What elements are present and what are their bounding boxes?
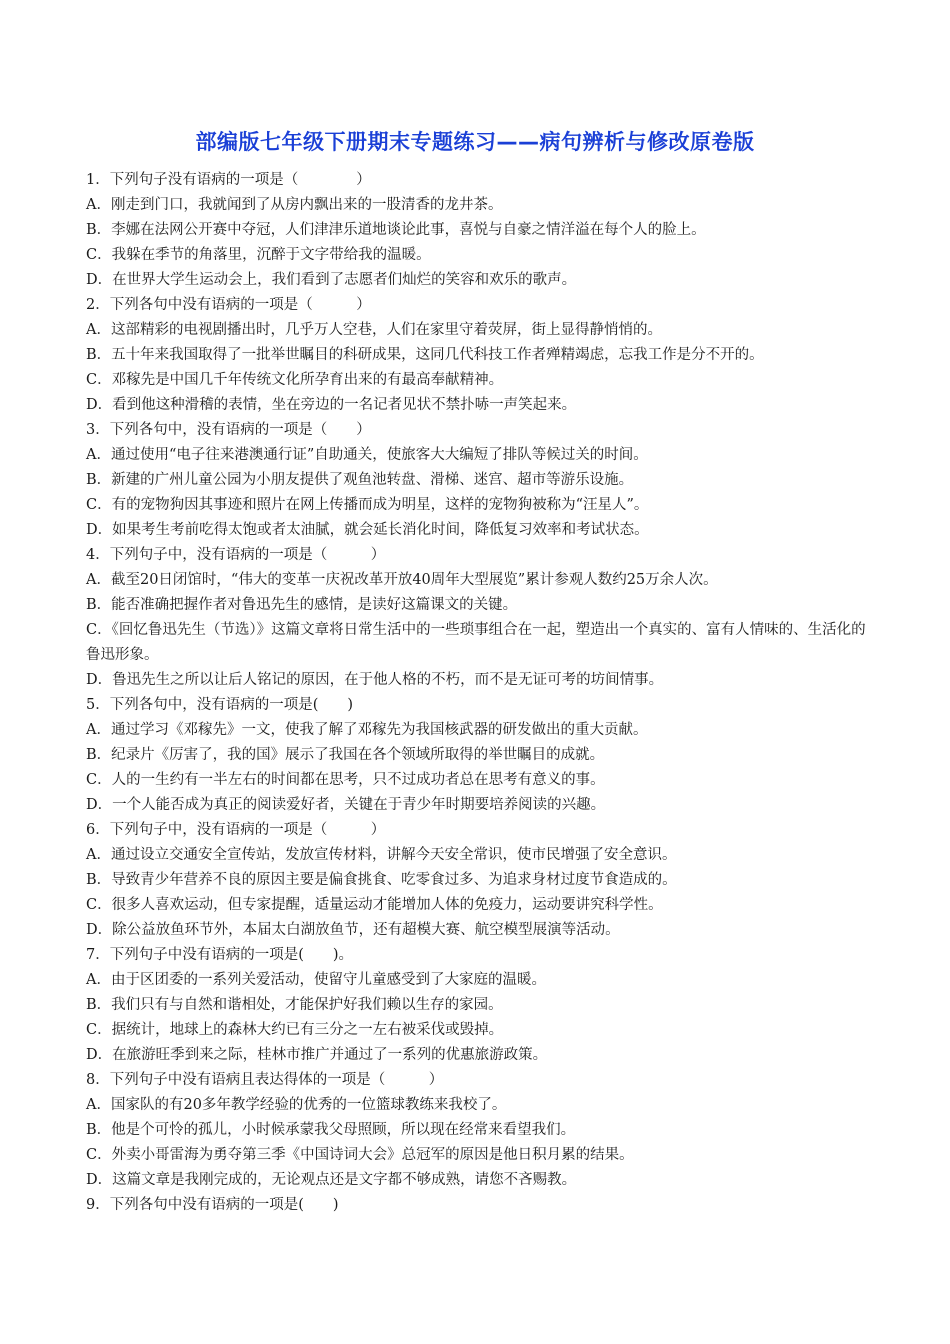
option-d: D．一个人能否成为真正的阅读爱好者，关键在于青少年时期要培养阅读的兴趣。: [86, 797, 606, 813]
option-d: D．除公益放鱼环节外，本届太白湖放鱼节，还有超模大赛、航空模型展演等活动。: [86, 922, 620, 938]
question-8: [86, 1068, 870, 1193]
option-d: D．在旅游旺季到来之际，桂林市推广并通过了一系列的优惠旅游政策。: [86, 1047, 548, 1063]
question-9: [86, 1193, 870, 1218]
option-a: A．通过使用“电子往来港澳通行证”自助通关，使旅客大大编短了排队等候过关的时间。: [86, 447, 648, 463]
option-c: C．人的一生约有一半左右的时间都在思考，只不过成功者总在思考有意义的事。: [86, 772, 605, 788]
option-b: B．导致青少年营养不良的原因主要是偏食挑食、吃零食过多、为追求身材过度节食造成的。: [86, 872, 677, 888]
option-a: A．这部精彩的电视剧播出时，几乎万人空巷，人们在家里守着荧屏，街上显得静悄悄的。: [86, 322, 662, 338]
question-stem: 2．下列各句中没有语病的一项是（ ）: [86, 297, 371, 313]
option-b: B．纪录片《厉害了，我的国》展示了我国在各个领域所取得的举世瞩目的成就。: [86, 747, 605, 763]
question-list: [86, 168, 870, 1218]
option-a: A．刚走到门口，我就闻到了从房内飘出来的一股清香的龙井茶。: [86, 197, 503, 213]
option-c: C．很多人喜欢运动，但专家提醒，适量运动才能增加人体的免疫力，运动要讲究科学性。: [86, 897, 663, 913]
option-b: B．五十年来我国取得了一批举世瞩目的科研成果，这同几代科技工作者殚精竭虑，忘我工作是分不开的。: [86, 347, 764, 363]
option-b: B．李娜在法网公开赛中夺冠，人们津津乐道地谈论此事，喜悦与自豪之情洋溢在每个人的脸上。: [86, 222, 706, 238]
option-d: D．看到他这种滑稽的表情，坐在旁边的一名记者见状不禁扑哧一声笑起来。: [86, 397, 577, 413]
option-a: A．由于区团委的一系列关爱活动，使留守儿童感受到了大家庭的温暖。: [86, 972, 546, 988]
option-b: B．我们只有与自然和谐相处，才能保护好我们赖以生存的家园。: [86, 997, 503, 1013]
option-c: C．有的宠物狗因其事迹和照片在网上传播而成为明星，这样的宠物狗被称为“汪星人”。: [86, 497, 649, 513]
option-c: C．外卖小哥雷海为勇夺第三季《中国诗词大会》总冠军的原因是他日积月累的结果。: [86, 1147, 634, 1163]
option-a: A．通过学习《邓稼先》一文，使我了解了邓稼先为我国核武器的研发做出的重大贡献。: [86, 722, 648, 738]
option-b: B．能否准确把握作者对鲁迅先生的感情，是读好这篇课文的关键。: [86, 597, 518, 613]
question-3: [86, 418, 870, 543]
question-5: [86, 693, 870, 818]
option-d: D．鲁迅先生之所以让后人铭记的原因，在于他人格的不朽，而不是无证可考的坊间情事。: [86, 672, 664, 688]
page-title: 部编版七年级下册期末专题练习——病句辨析与修改原卷版: [195, 130, 755, 154]
question-7: [86, 943, 870, 1068]
option-b: B．他是个可怜的孤儿，小时候承蒙我父母照顾，所以现在经常来看望我们。: [86, 1122, 576, 1138]
option-b: B．新建的广州儿童公园为小朋友提供了观鱼池转盘、滑梯、迷宫、超市等游乐设施。: [86, 472, 634, 488]
option-d: D．如果考生考前吃得太饱或者太油腻，就会延长消化时间，降低复习效率和考试状态。: [86, 522, 649, 538]
option-a: A．通过设立交通安全宣传站，发放宣传材料，讲解今天安全常识，使市民增强了安全意识。: [86, 847, 677, 863]
question-6: [86, 818, 870, 943]
option-a: A．国家队的有20多年教学经验的优秀的一位篮球教练来我校了。: [86, 1097, 507, 1113]
question-stem: 3．下列各句中，没有语病的一项是（ ）: [86, 422, 371, 438]
option-d: D．在世界大学生运动会上，我们看到了志愿者们灿烂的笑容和欢乐的歌声。: [86, 272, 577, 288]
option-c: C．据统计，地球上的森林大约已有三分之一左右被采伐或毁掉。: [86, 1022, 504, 1038]
question-stem: 8．下列句子中没有语病且表达得体的一项是（ ）: [86, 1072, 444, 1088]
question-stem: 6．下列句子中，没有语病的一项是（ ）: [86, 822, 386, 838]
option-c: C．我躲在季节的角落里，沉醉于文字带给我的温暖。: [86, 247, 431, 263]
option-c: C．邓稼先是中国几千年传统文化所孕育出来的有最高奉献精神。: [86, 372, 504, 388]
question-stem: 1．下列句子没有语病的一项是（ ）: [86, 172, 371, 188]
question-stem: 7．下列句子中没有语病的一项是( )。: [86, 947, 354, 963]
question-4: [86, 543, 870, 693]
question-2: [86, 293, 870, 418]
option-d: D．这篇文章是我刚完成的，无论观点还是文字都不够成熟，请您不吝赐教。: [86, 1172, 577, 1188]
option-a: A．截至20日闭馆时，“伟大的变革一庆祝改革开放40周年大型展览”累计参观人数约25万余人次。: [86, 572, 718, 588]
question-stem: 9．下列各句中没有语病的一项是( ): [86, 1197, 339, 1213]
question-stem: 5．下列各句中，没有语病的一项是( ): [86, 697, 354, 713]
question-stem: 4．下列句子中，没有语病的一项是（ ）: [86, 547, 386, 563]
option-c: C．《回忆鲁迅先生（节选）》这篇文章将日常生活中的一些琐事组合在一起，塑造出一个真实的、富有人情味的、生活化的鲁迅形象。: [86, 622, 866, 663]
question-1: [86, 168, 870, 293]
